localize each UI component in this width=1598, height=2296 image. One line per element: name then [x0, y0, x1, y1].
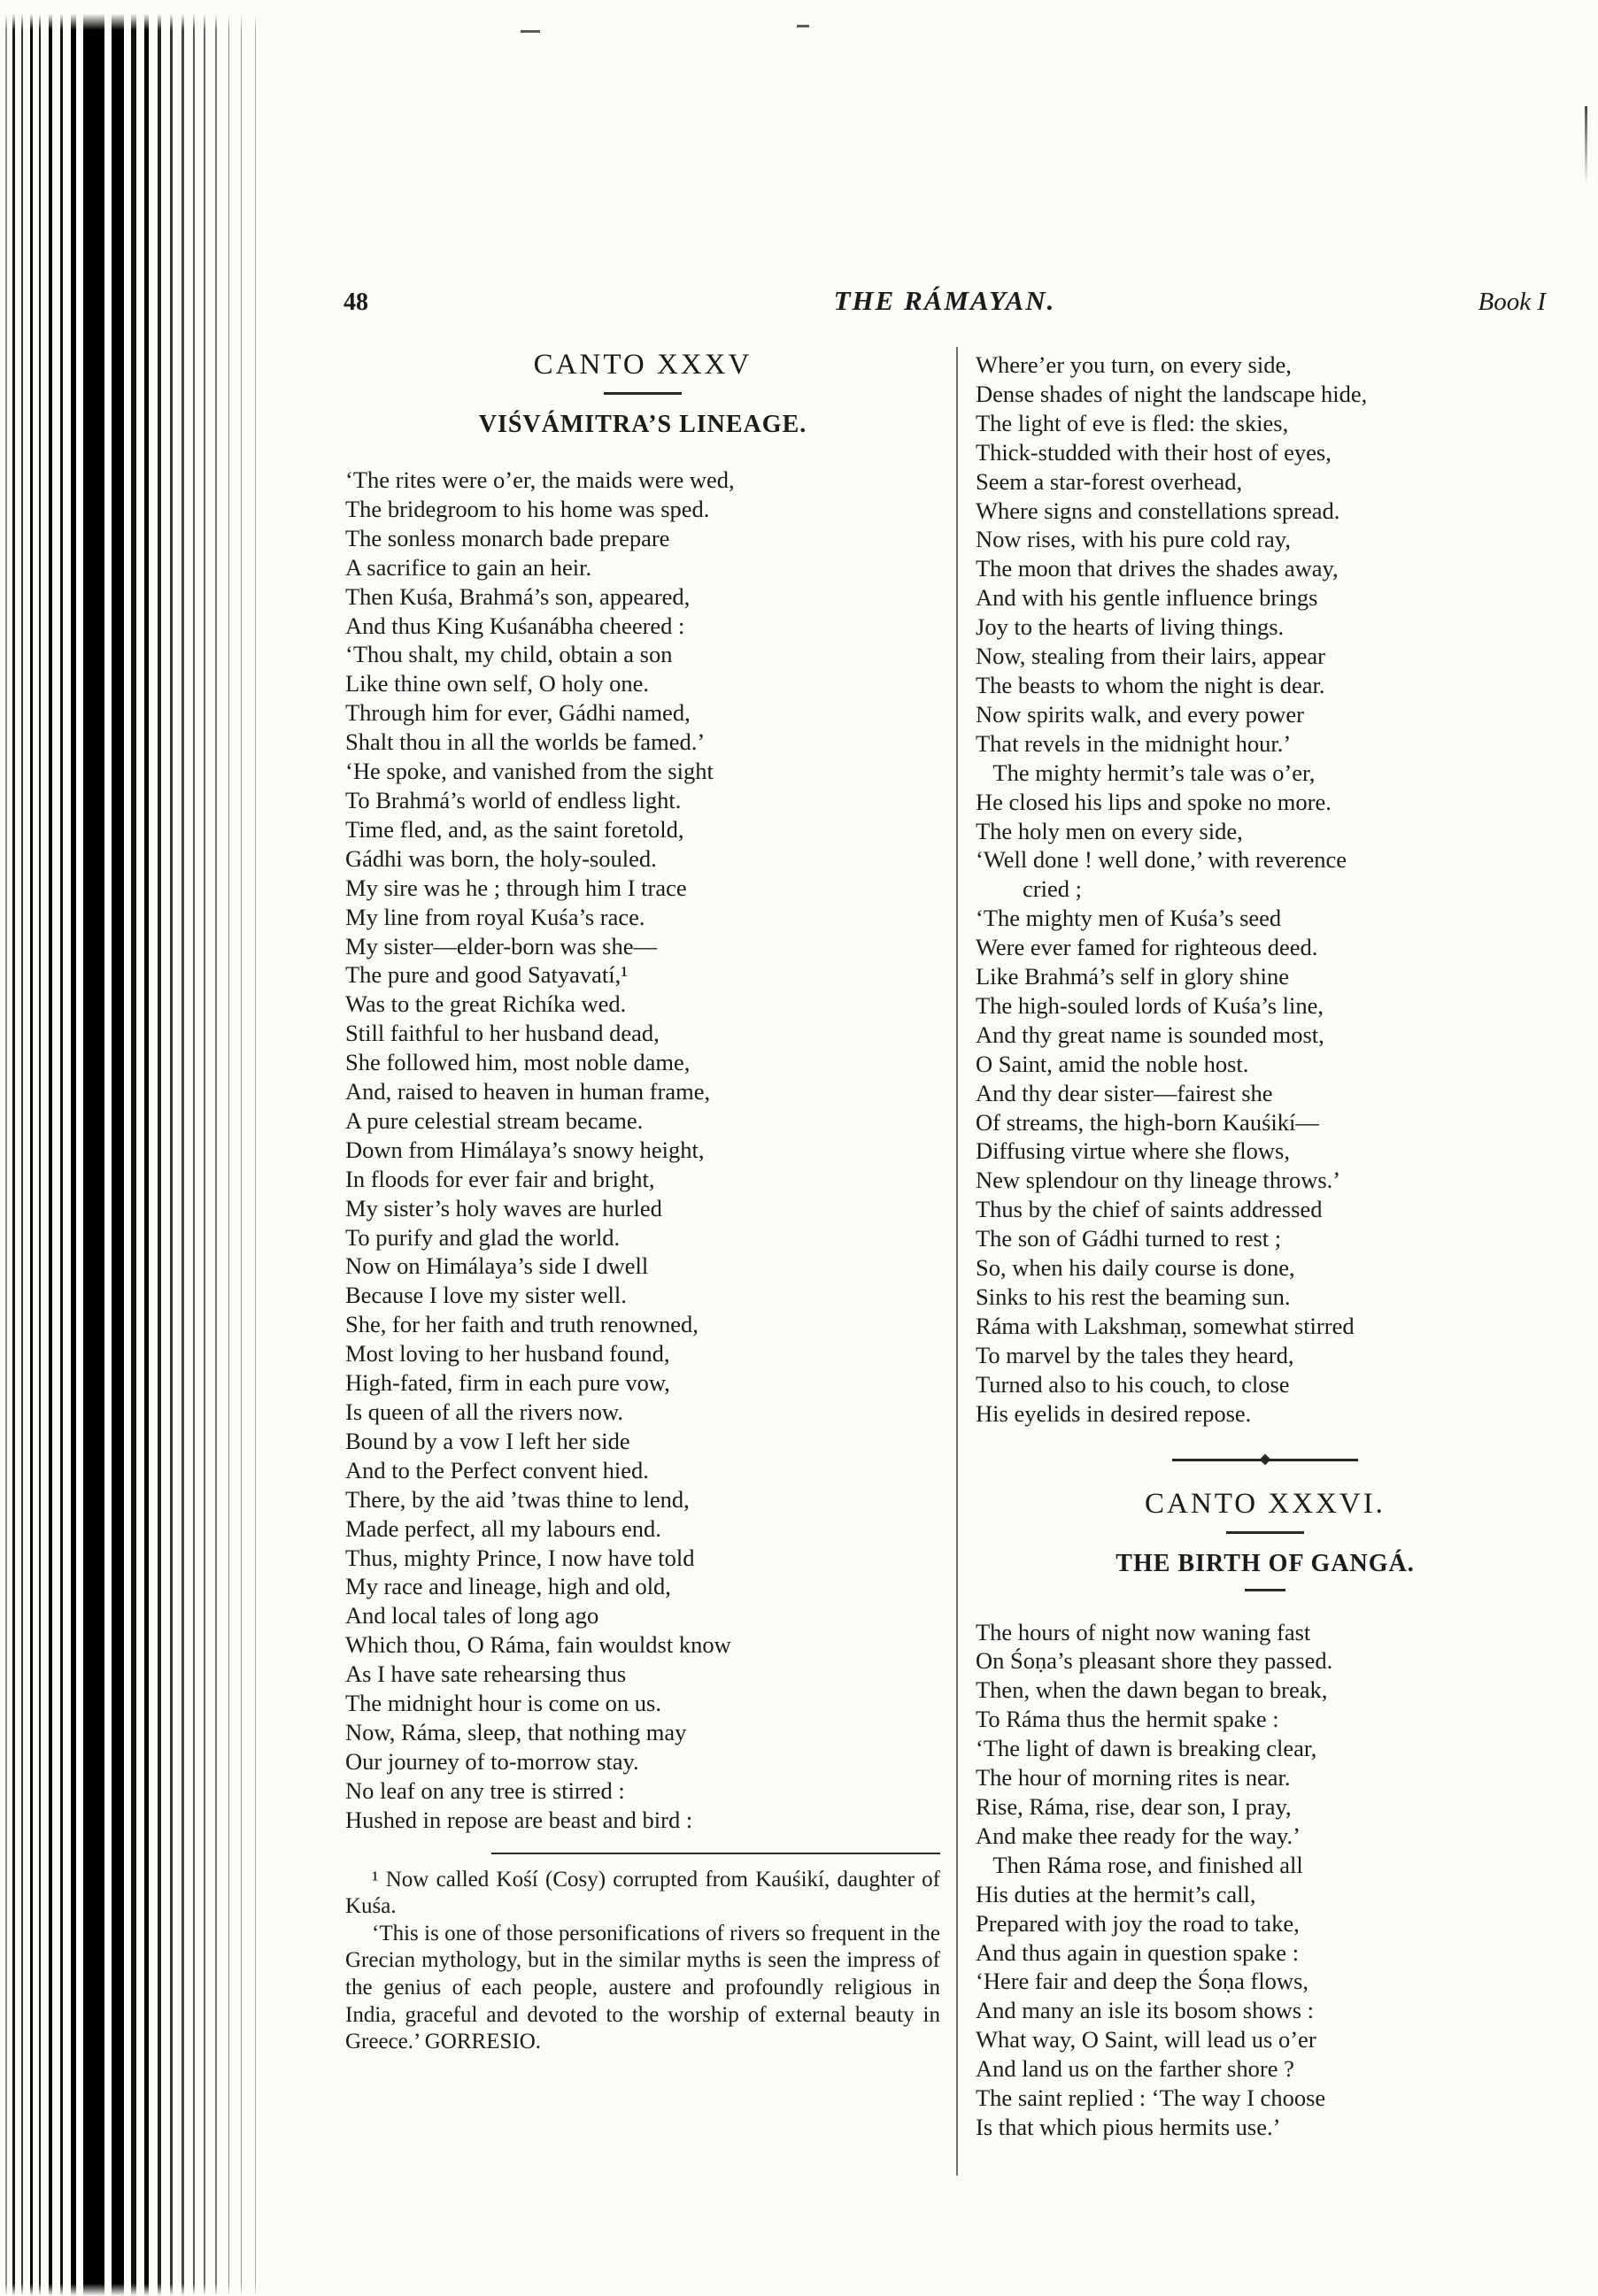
poem-line: Like Brahmá’s self in glory shine: [976, 963, 1289, 990]
canto-35-poem-left: [345, 466, 940, 1835]
poem-line: Still faithful to her husband dead,: [345, 1020, 660, 1047]
poem-line: Now, Ráma, sleep, that nothing may: [345, 1718, 687, 1745]
canto-36-subtitle-rule: [1245, 1589, 1285, 1591]
right-column: [976, 345, 1555, 2142]
poem-line: Shalt thou in all the worlds be famed.’: [345, 728, 706, 756]
book-gutter-scan: [0, 0, 305, 2296]
canto-36-heading: CANTO XXXVI.: [1145, 1487, 1386, 1520]
poem-line: Time fled, and, as the saint foretold,: [345, 815, 684, 843]
poem-line: She followed him, most noble dame,: [345, 1049, 691, 1076]
poem-line: On Śoṇa’s pleasant shore they passed.: [976, 1647, 1333, 1675]
poem-line: So, when his daily course is done,: [976, 1254, 1295, 1282]
poem-line: The moon that drives the shades away,: [976, 555, 1339, 582]
canto-35-subtitle: VIŚVÁMITRA’S LINEAGE.: [478, 411, 807, 438]
poem-line: Dense shades of night the landscape hide,: [976, 380, 1368, 407]
poem-line: ‘The light of dawn is breaking clear,: [976, 1735, 1317, 1762]
poem-line: He closed his lips and spoke no more.: [976, 788, 1332, 815]
poem-line: And make thee ready for the way.’: [976, 1822, 1301, 1849]
poem-line: ‘The rites were o’er, the maids were wed,: [345, 466, 735, 493]
poem-line: To Brahmá’s world of endless light.: [345, 786, 682, 813]
poem-line: Where signs and constellations spread.: [976, 497, 1340, 524]
poem-line: My race and lineage, high and old,: [345, 1573, 671, 1600]
poem-line: Sinks to his rest the beaming sun.: [976, 1283, 1291, 1310]
poem-line: No leaf on any tree is stirred :: [345, 1776, 625, 1804]
canto-35-heading: CANTO XXXV: [533, 349, 753, 381]
poem-line: To marvel by the tales they heard,: [976, 1341, 1294, 1368]
poem-line: Were ever famed for righteous deed.: [976, 934, 1318, 961]
canto-36-poem: [976, 1618, 1555, 2142]
poem-line: Rise, Ráma, rise, dear son, I pray,: [976, 1792, 1292, 1820]
poem-line: The mighty hermit’s tale was o’er,: [976, 759, 1316, 786]
footnote-paragraph: ‘This is one of those personifications of rivers so frequent in the Grecian mythology, but in the similar myths is seen the impress of the genius of each people, austere and profoundly religious in India, graceful and devoted to the worship of external beauty in Greece.’ GORRESIO.: [345, 1921, 940, 2054]
poem-line: Thick-studded with their host of eyes,: [976, 438, 1332, 466]
poem-line: My sister—elder-born was she—: [345, 932, 657, 959]
canto-36-heading-rule: [1226, 1531, 1304, 1534]
poem-line: And to the Perfect convent hied.: [345, 1456, 649, 1483]
poem-line: A sacrifice to gain an heir.: [345, 553, 592, 581]
poem-line: The son of Gádhi turned to rest ;: [976, 1225, 1282, 1252]
poem-line: In floods for ever fair and bright,: [345, 1165, 655, 1192]
poem-line: Of streams, the high-born Kauśikí—: [976, 1108, 1319, 1136]
poem-line: To Ráma thus the hermit spake :: [976, 1706, 1279, 1733]
poem-line: The hours of night now waning fast: [976, 1618, 1311, 1645]
page-header: [344, 285, 1546, 317]
poem-line: Down from Himálaya’s snowy height,: [345, 1136, 705, 1163]
running-title: THE RÁMAYAN.: [833, 285, 1056, 316]
poem-line: And local tales of long ago: [345, 1602, 599, 1630]
poem-line: Most loving to her husband found,: [345, 1340, 670, 1368]
poem-line: She, for her faith and truth renowned,: [345, 1311, 699, 1338]
poem-line: ‘He spoke, and vanished from the sight: [345, 758, 714, 785]
poem-line: The bridegroom to his home was sped.: [345, 495, 710, 522]
poem-line: Thus, mighty Prince, I now have told: [345, 1544, 695, 1571]
poem-line: And many an isle its bosom shows :: [976, 1997, 1315, 2024]
poem-line: Was to the great Richíka wed.: [345, 990, 627, 1018]
poem-line: His duties at the hermit’s call,: [976, 1880, 1256, 1907]
poem-line: Through him for ever, Gádhi named,: [345, 699, 691, 727]
scan-artifact: [521, 30, 540, 33]
footnote-separator-rule: [491, 1853, 940, 1854]
poem-line: Ráma with Lakshmaṇ, somewhat stirred: [976, 1312, 1355, 1339]
poem-line: And thy great name is sounded most,: [976, 1021, 1324, 1048]
poem-line: O Saint, amid the noble host.: [976, 1050, 1249, 1077]
canto-36-subtitle: THE BIRTH OF GANGÁ.: [1116, 1549, 1415, 1577]
poem-line: Diffusing virtue where she flows,: [976, 1137, 1290, 1165]
poem-line: The saint replied : ‘The way I choose: [976, 2084, 1326, 2112]
poem-line: Is queen of all the rivers now.: [345, 1398, 623, 1425]
poem-line: The midnight hour is come on us.: [345, 1690, 661, 1717]
poem-line: Thus by the chief of saints addressed: [976, 1196, 1323, 1223]
footnote-paragraph: ¹ Now called Kośí (Cosy) corrupted from Kauśikí, daughter of Kuśa.: [345, 1867, 940, 1919]
poem-line: ‘Thou shalt, my child, obtain a son: [345, 641, 673, 668]
poem-line: Then Ráma rose, and finished all: [976, 1851, 1303, 1878]
page-number: 48: [344, 289, 368, 316]
footnotes: [345, 1867, 940, 2056]
poem-line: cried ;: [976, 875, 1082, 903]
poem-line: The holy men on every side,: [976, 817, 1243, 844]
poem-line: There, by the aid ’twas thine to lend,: [345, 1485, 690, 1513]
poem-line: My sire was he ; through him I trace: [345, 874, 687, 901]
poem-line: New splendour on thy lineage throws.’: [976, 1167, 1341, 1194]
poem-line: Now on Himálaya’s side I dwell: [345, 1252, 649, 1280]
poem-line: The beasts to whom the night is dear.: [976, 671, 1325, 698]
poem-line: And thy dear sister—fairest she: [976, 1079, 1273, 1106]
poem-line: The high-souled lords of Kuśa’s line,: [976, 991, 1324, 1019]
poem-line: Is that which pious hermits use.’: [976, 2113, 1281, 2140]
poem-line: The hour of morning rites is near.: [976, 1764, 1291, 1791]
book-label: Book I: [1478, 288, 1546, 316]
poem-line: Then Kuśa, Brahmá’s son, appeared,: [345, 582, 691, 610]
poem-line: Now, stealing from their lairs, appear: [976, 643, 1325, 670]
poem-line: Bound by a vow I left her side: [345, 1427, 630, 1454]
poem-line: Prepared with joy the road to take,: [976, 1909, 1300, 1937]
poem-line: My sister’s holy waves are hurled: [345, 1194, 662, 1221]
poem-line: To purify and glad the world.: [345, 1223, 621, 1251]
poem-line: And thus King Kuśanábha cheered :: [345, 612, 685, 639]
canto-35-heading-rule: [604, 392, 682, 395]
poem-line: Like thine own self, O holy one.: [345, 670, 649, 697]
poem-line: That revels in the midnight hour.’: [976, 729, 1292, 757]
poem-line: A pure celestial stream became.: [345, 1106, 644, 1134]
poem-line: Now spirits walk, and every power: [976, 700, 1304, 728]
poem-line: Where’er you turn, on every side,: [976, 351, 1292, 378]
poem-line: His eyelids in desired repose.: [976, 1399, 1252, 1427]
poem-line: Turned also to his couch, to close: [976, 1370, 1290, 1398]
poem-line: And land us on the farther shore ?: [976, 2055, 1294, 2083]
poem-line: As I have sate rehearsing thus: [345, 1660, 627, 1688]
poem-line: Because I love my sister well.: [345, 1282, 627, 1309]
poem-line: The sonless monarch bade prepare: [345, 524, 670, 551]
canto-separator-ornament: [1172, 1459, 1358, 1461]
poem-line: And with his gentle influence brings: [976, 584, 1318, 612]
poem-line: Joy to the hearts of living things.: [976, 613, 1285, 641]
poem-line: My line from royal Kuśa’s race.: [345, 903, 645, 930]
poem-line: Our journey of to-morrow stay.: [345, 1747, 639, 1775]
poem-line: Seem a star-forest overhead,: [976, 467, 1243, 495]
left-column: [345, 345, 940, 2056]
poem-line: And, raised to heaven in human frame,: [345, 1078, 711, 1106]
poem-line: ‘The mighty men of Kuśa’s seed: [976, 905, 1282, 932]
poem-line: Hushed in repose are beast and bird :: [345, 1806, 693, 1833]
canto-35-poem-right: [976, 351, 1555, 1429]
poem-line: What way, O Saint, will lead us o’er: [976, 2026, 1316, 2053]
page-edge-mark: [1585, 106, 1587, 186]
column-rule: [956, 347, 958, 2176]
poem-line: Gádhi was born, the holy-souled.: [345, 844, 657, 872]
scan-artifact: [797, 25, 809, 27]
poem-line: Then, when the dawn began to break,: [976, 1676, 1328, 1704]
poem-line: High-fated, firm in each pure vow,: [345, 1369, 670, 1397]
poem-line: The light of eve is fled: the skies,: [976, 409, 1289, 436]
poem-line: And thus again in question spake :: [976, 1938, 1300, 1966]
poem-line: Now rises, with his pure cold ray,: [976, 526, 1291, 553]
poem-line: Which thou, O Ráma, fain wouldst know: [345, 1631, 731, 1659]
poem-line: The pure and good Satyavatí,¹: [345, 961, 629, 989]
poem-line: ‘Here fair and deep the Śoṇa flows,: [976, 1968, 1309, 1995]
poem-line: Made perfect, all my labours end.: [345, 1514, 661, 1542]
poem-line: ‘Well done ! well done,’ with reverence: [976, 846, 1347, 874]
